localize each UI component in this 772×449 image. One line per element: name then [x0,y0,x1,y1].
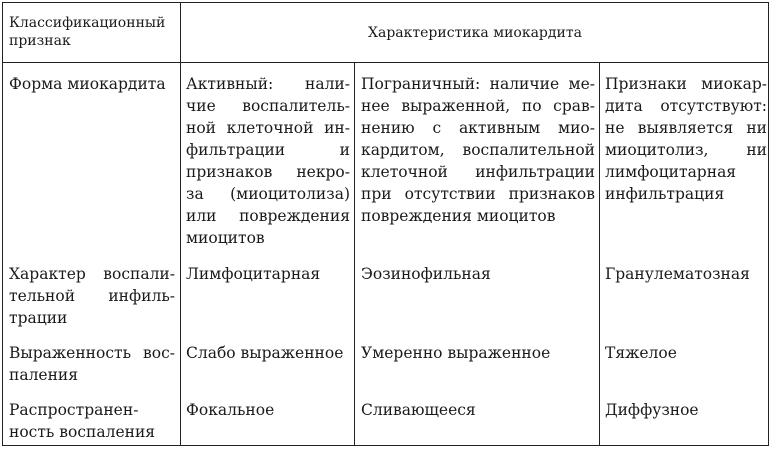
header-col1 [9,14,177,50]
row2-label-line: Характер воспали- [9,265,175,283]
row1-cell-none [605,73,767,205]
row4-label [9,399,175,443]
cell-line: при отсутствии признаков [361,185,595,203]
classification-table [2,2,769,446]
cell-line: Активный: нали- [186,75,350,93]
row4-cell-2: Сливающееся [361,401,476,419]
cell-line: нее выраженной, по срав- [361,97,595,115]
cell-line: фильтрации и [186,141,350,159]
column-divider-3 [599,62,600,445]
row1-label-line: Форма миокардита [9,75,166,93]
row3-label-line: Выраженность вос- [9,344,175,362]
row3-cell-1: Слабо выраженное [186,344,344,362]
cell-line: ной клеточной ин- [186,119,350,137]
row2-cell-3: Гранулематозная [605,265,750,283]
row2-cell-2: Эозинофильная [361,265,491,283]
cell-line: Признаки миокар- [605,75,767,93]
row3-label [9,342,175,386]
cell-line: кардитом, воспалительной [361,141,595,159]
row3-label-line: паления [9,366,79,384]
row2-label-line: трации [9,309,68,327]
cell-line: миоцитолиз, ни [605,141,767,159]
cell-line: признаков некро- [186,163,350,181]
header-col2: Характеристика миокардита [368,25,582,41]
row4-label-line: ность воспаления [9,423,156,441]
header-divider [3,62,768,63]
row2-label-line: тельной инфиль- [9,287,175,305]
column-divider-2 [354,62,355,445]
cell-line: не выявляется ни [605,119,767,137]
cell-line: инфильтрация [605,185,725,203]
row2-cell-1: Лимфоцитарная [186,265,321,283]
header-col1-line: Классификационный [9,15,166,31]
row4-cell-3: Диффузное [605,401,699,419]
cell-line: лимфоцитарная [605,163,737,181]
column-divider-1 [180,3,181,445]
header-col1-line: признак [9,33,71,49]
cell-line: за (миоцитолиза) [186,185,350,203]
cell-line: нению с активным мио- [361,119,595,137]
cell-line: клеточной инфильтрации [361,163,595,181]
row1-cell-borderline [361,73,595,227]
cell-line: миоцитов [186,229,265,247]
cell-line: или повреждения [186,207,350,225]
row3-cell-2: Умеренно выраженное [361,344,551,362]
cell-line: Пограничный: наличие ме- [361,75,595,93]
cell-line: повреждения миоцитов [361,207,556,225]
cell-line: дита отсутствуют: [605,97,767,115]
cell-line: чие воспалитель- [186,97,350,115]
row3-cell-3: Тяжелое [605,344,677,362]
row4-label-line: Распространен- [9,401,139,419]
row2-label [9,263,175,329]
row4-cell-1: Фокальное [186,401,275,419]
row1-label [9,73,175,95]
row1-cell-active [186,73,350,249]
